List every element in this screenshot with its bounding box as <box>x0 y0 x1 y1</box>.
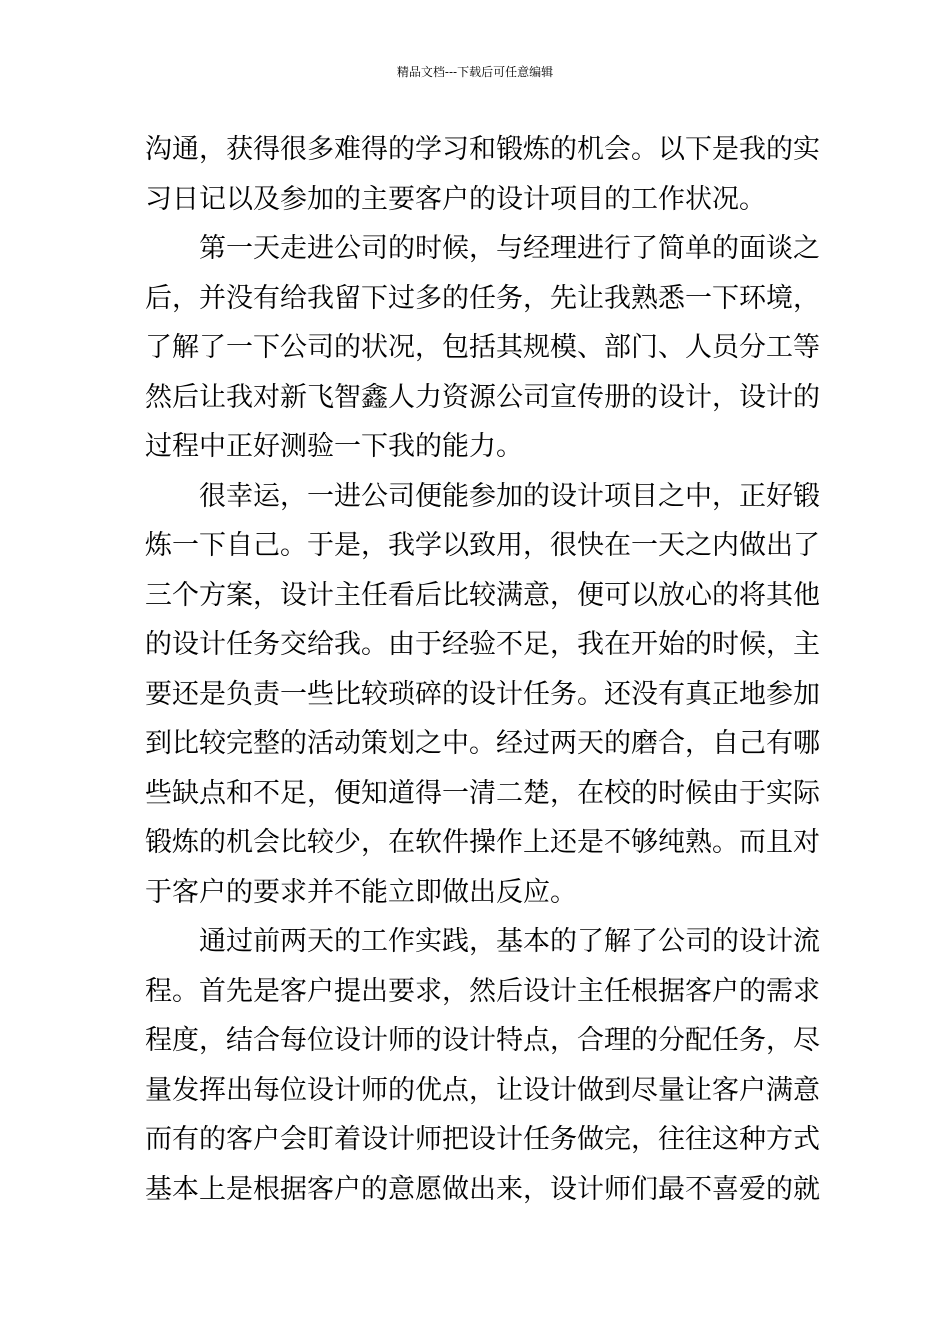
text-line: 习日记以及参加的主要客户的设计项目的工作状况。 <box>145 183 766 215</box>
text-line: 于客户的要求并不能立即做出反应。 <box>145 876 577 908</box>
text-line: 的设计任务交给我。由于经验不足，我在开始的时候，主 <box>145 629 820 660</box>
text-line: 沟通，获得很多难得的学习和锻炼的机会。以下是我的实 <box>145 134 820 165</box>
text-line: 程。首先是客户提出要求，然后设计主任根据客户的需求 <box>145 975 820 1007</box>
document-body <box>145 125 820 1214</box>
text-line: 些缺点和不足，便知道得一清二楚，在校的时候由于实际 <box>145 777 820 809</box>
text-line: 了解了一下公司的状况，包括其规模、部门、人员分工等 <box>145 332 820 363</box>
text-line: 到比较完整的活动策划之中。经过两天的磨合，自己有哪 <box>145 728 820 759</box>
text-line: 后，并没有给我留下过多的任务，先让我熟悉一下环境， <box>145 282 820 314</box>
text-line: 而有的客户会盯着设计师把设计任务做完，往往这种方式 <box>145 1124 820 1155</box>
text-line: 基本上是根据客户的意愿做出来，设计师们最不喜爱的就 <box>145 1173 820 1205</box>
text-line: 通过前两天的工作实践，基本的了解了公司的设计流 <box>199 926 820 957</box>
text-line: 锻炼的机会比较少，在软件操作上还是不够纯熟。而且对 <box>145 827 820 858</box>
text-line: 三个方案，设计主任看后比较满意，便可以放心的将其他 <box>145 579 820 611</box>
text-line: 第一天走进公司的时候，与经理进行了简单的面谈之 <box>199 233 820 264</box>
text-line: 炼一下自己。于是，我学以致用，很快在一天之内做出了 <box>145 530 820 561</box>
text-line: 很幸运，一进公司便能参加的设计项目之中，正好锻 <box>199 480 820 512</box>
text-line: 要还是负责一些比较琐碎的设计任务。还没有真正地参加 <box>145 678 820 710</box>
page-header: 精品文档---下载后可任意编辑 <box>396 65 554 79</box>
text-line: 量发挥出每位设计师的优点，让设计做到尽量让客户满意 <box>145 1074 820 1106</box>
text-line: 程度，结合每位设计师的设计特点，合理的分配任务，尽 <box>145 1025 820 1056</box>
text-line: 然后让我对新飞智鑫人力资源公司宣传册的设计，设计的 <box>145 381 820 413</box>
text-line: 过程中正好测验一下我的能力。 <box>145 431 523 462</box>
